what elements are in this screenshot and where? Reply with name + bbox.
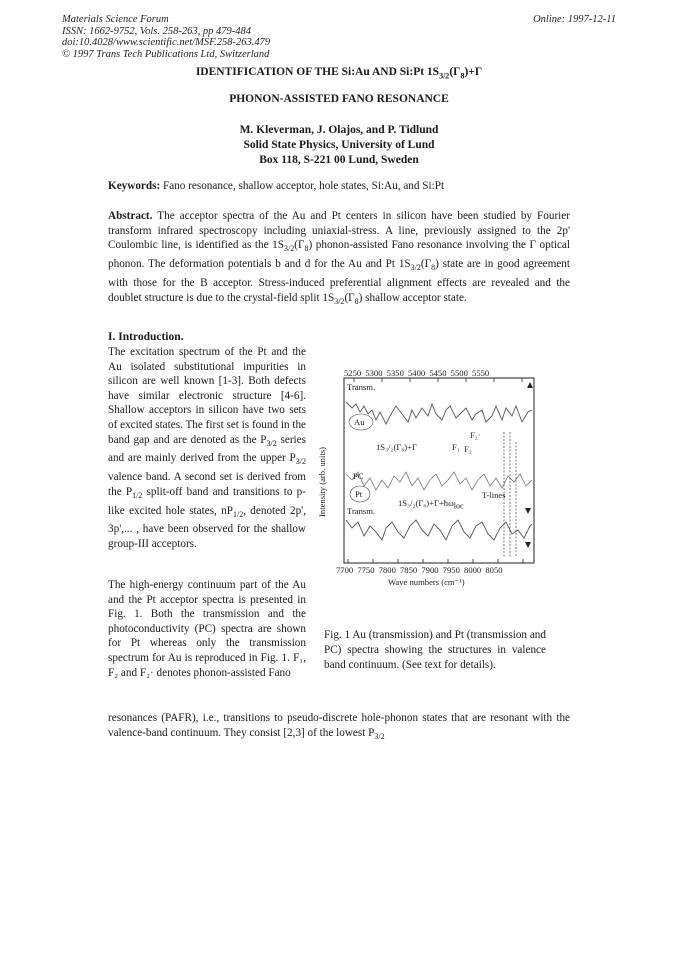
- top-axis-ticks: [354, 378, 522, 382]
- copyright-line: © 1997 Trans Tech Publications Ltd, Switzerland: [62, 48, 270, 60]
- label-pc: PC: [353, 471, 364, 481]
- intro-paragraph-2-column: The high-energy continuum part of the Au and the Pt acceptor spectra is presented in Fig. 1. Both the transmission and the photoconductivity (PC) spectra are shown for Pt whereas only the transmission spectrum for Au is reproduced in Fig. 1. F₁, F₂ and F₂· denotes phonon-assisted Fano: [108, 579, 306, 679]
- au-transmission-trace: [346, 402, 532, 424]
- arrow-markers: [525, 382, 533, 548]
- doi-line: doi:10.4028/www.scientific.net/MSF.258-263.479: [62, 37, 271, 48]
- top-axis-labels: 5250 5300 5350 5400 5450 5500 5550: [344, 368, 490, 378]
- abstract-label: Abstract.: [108, 210, 153, 222]
- author-names: M. Kleverman, J. Olajos, and P. Tidlund: [239, 124, 439, 136]
- author-block: [0, 123, 678, 168]
- label-transm-top: Transm.: [347, 382, 376, 392]
- journal-header: [62, 14, 382, 60]
- figure-1-caption: Fig. 1 Au (transmission) and Pt (transmission and PC) spectra showing the structures in valence band continuum. (See text for details).: [324, 629, 546, 671]
- label-au: Au: [354, 417, 365, 427]
- spectra-plot: [316, 362, 546, 594]
- section-heading-introduction: I. Introduction.: [108, 331, 184, 343]
- y-axis-label: Intensity (arb. units): [317, 447, 328, 517]
- address: Box 118, S-221 00 Lund, Sweden: [259, 154, 419, 166]
- keywords: [108, 179, 570, 194]
- label-transm-bottom: Transm.: [347, 506, 376, 516]
- intro-paragraph-1: The excitation spectrum of the Pt and the Au isolated substitutional impurities in silicon are well known [1-3]. Both defects have similar electronic structure [4-6]. Shallow acceptors in silicon have two sets of excited states. The first set is found in the band gap and are denoted as the $P_{3/2}$ series and are mainly derived from the upper $P_{3/2}$ valence band. A second set is derived from the $P_{1/2}$ split-off band and transitions to p-like excited hole states, $nP_{1/2}$, denoted 2p', 3p',... , have been observed for the shallow group-III acceptors.: [108, 346, 307, 551]
- bottom-axis-labels: 7700 7750 7800 7850 7900 7950 8000 8050: [336, 565, 503, 575]
- label-resonance-1: 1S₃/₂(Γ₈)+Γ: [376, 442, 417, 452]
- intro-paragraph-2-continued: resonances (PAFR), i.e., transitions to pseudo-discrete hole-phonon states that are resonant with the valence-band continuum. They consist [2,3] of the lowest $P_{3/2}$: [108, 712, 570, 741]
- paper-title-line1: IDENTIFICATION OF THE Si:Au AND Si:Pt $1S_{3/2}(\Gamma_8)+\Gamma$: [195, 66, 483, 81]
- issn-line: ISSN: 1662-9752, Vols. 258-263, pp 479-484: [62, 25, 251, 37]
- x-axis-label: Wave numbers (cm⁻¹): [388, 577, 465, 587]
- label-f1: F₁: [452, 442, 460, 452]
- label-t-lines: T-lines: [482, 490, 506, 500]
- affiliation: Solid State Physics, University of Lund: [243, 139, 435, 151]
- keywords-label: Keywords:: [108, 180, 161, 192]
- keywords-text: Fano resonance, shallow acceptor, hole states, Si:Au, and Si:Pt: [163, 180, 445, 192]
- label-resonance-2: $1S_3/_2(\Gamma_8)+\Gamma+ħ\omega_{loc}$: [398, 498, 464, 511]
- journal-name: Materials Science Forum: [62, 14, 169, 25]
- bottom-axis-ticks: [348, 559, 523, 563]
- label-pt: Pt: [355, 489, 363, 499]
- plot-frame: [344, 378, 534, 563]
- online-date: Online: 1997-12-11: [533, 14, 616, 25]
- abstract: Abstract. The acceptor spectra of the Au and Pt centers in silicon have been studied by Fourier transform infrared spectroscopy including uniaxial-stress. A line, previously assigned to the 2p' Coulombic line, is identified as the $1S_{3/2}(\Gamma_8)$ phonon-assisted Fano resonance involving the Γ optical phonon. The deformation potentials b and d for the Au and Pt $1S_{3/2}(\Gamma_8)$ state are in good agreement with those for the B acceptor. Stress-induced preferential alignment effects are revealed and the doublet structure is due to the crystal-field split $1S_{3/2}(\Gamma_8)$ shallow acceptor state.: [108, 210, 570, 307]
- label-f2: F₂: [464, 444, 472, 454]
- label-f2-prime: F₂·: [470, 430, 481, 440]
- paper-title-line2: PHONON-ASSISTED FANO RESONANCE: [229, 93, 449, 105]
- figure-1-spectra: [316, 362, 546, 594]
